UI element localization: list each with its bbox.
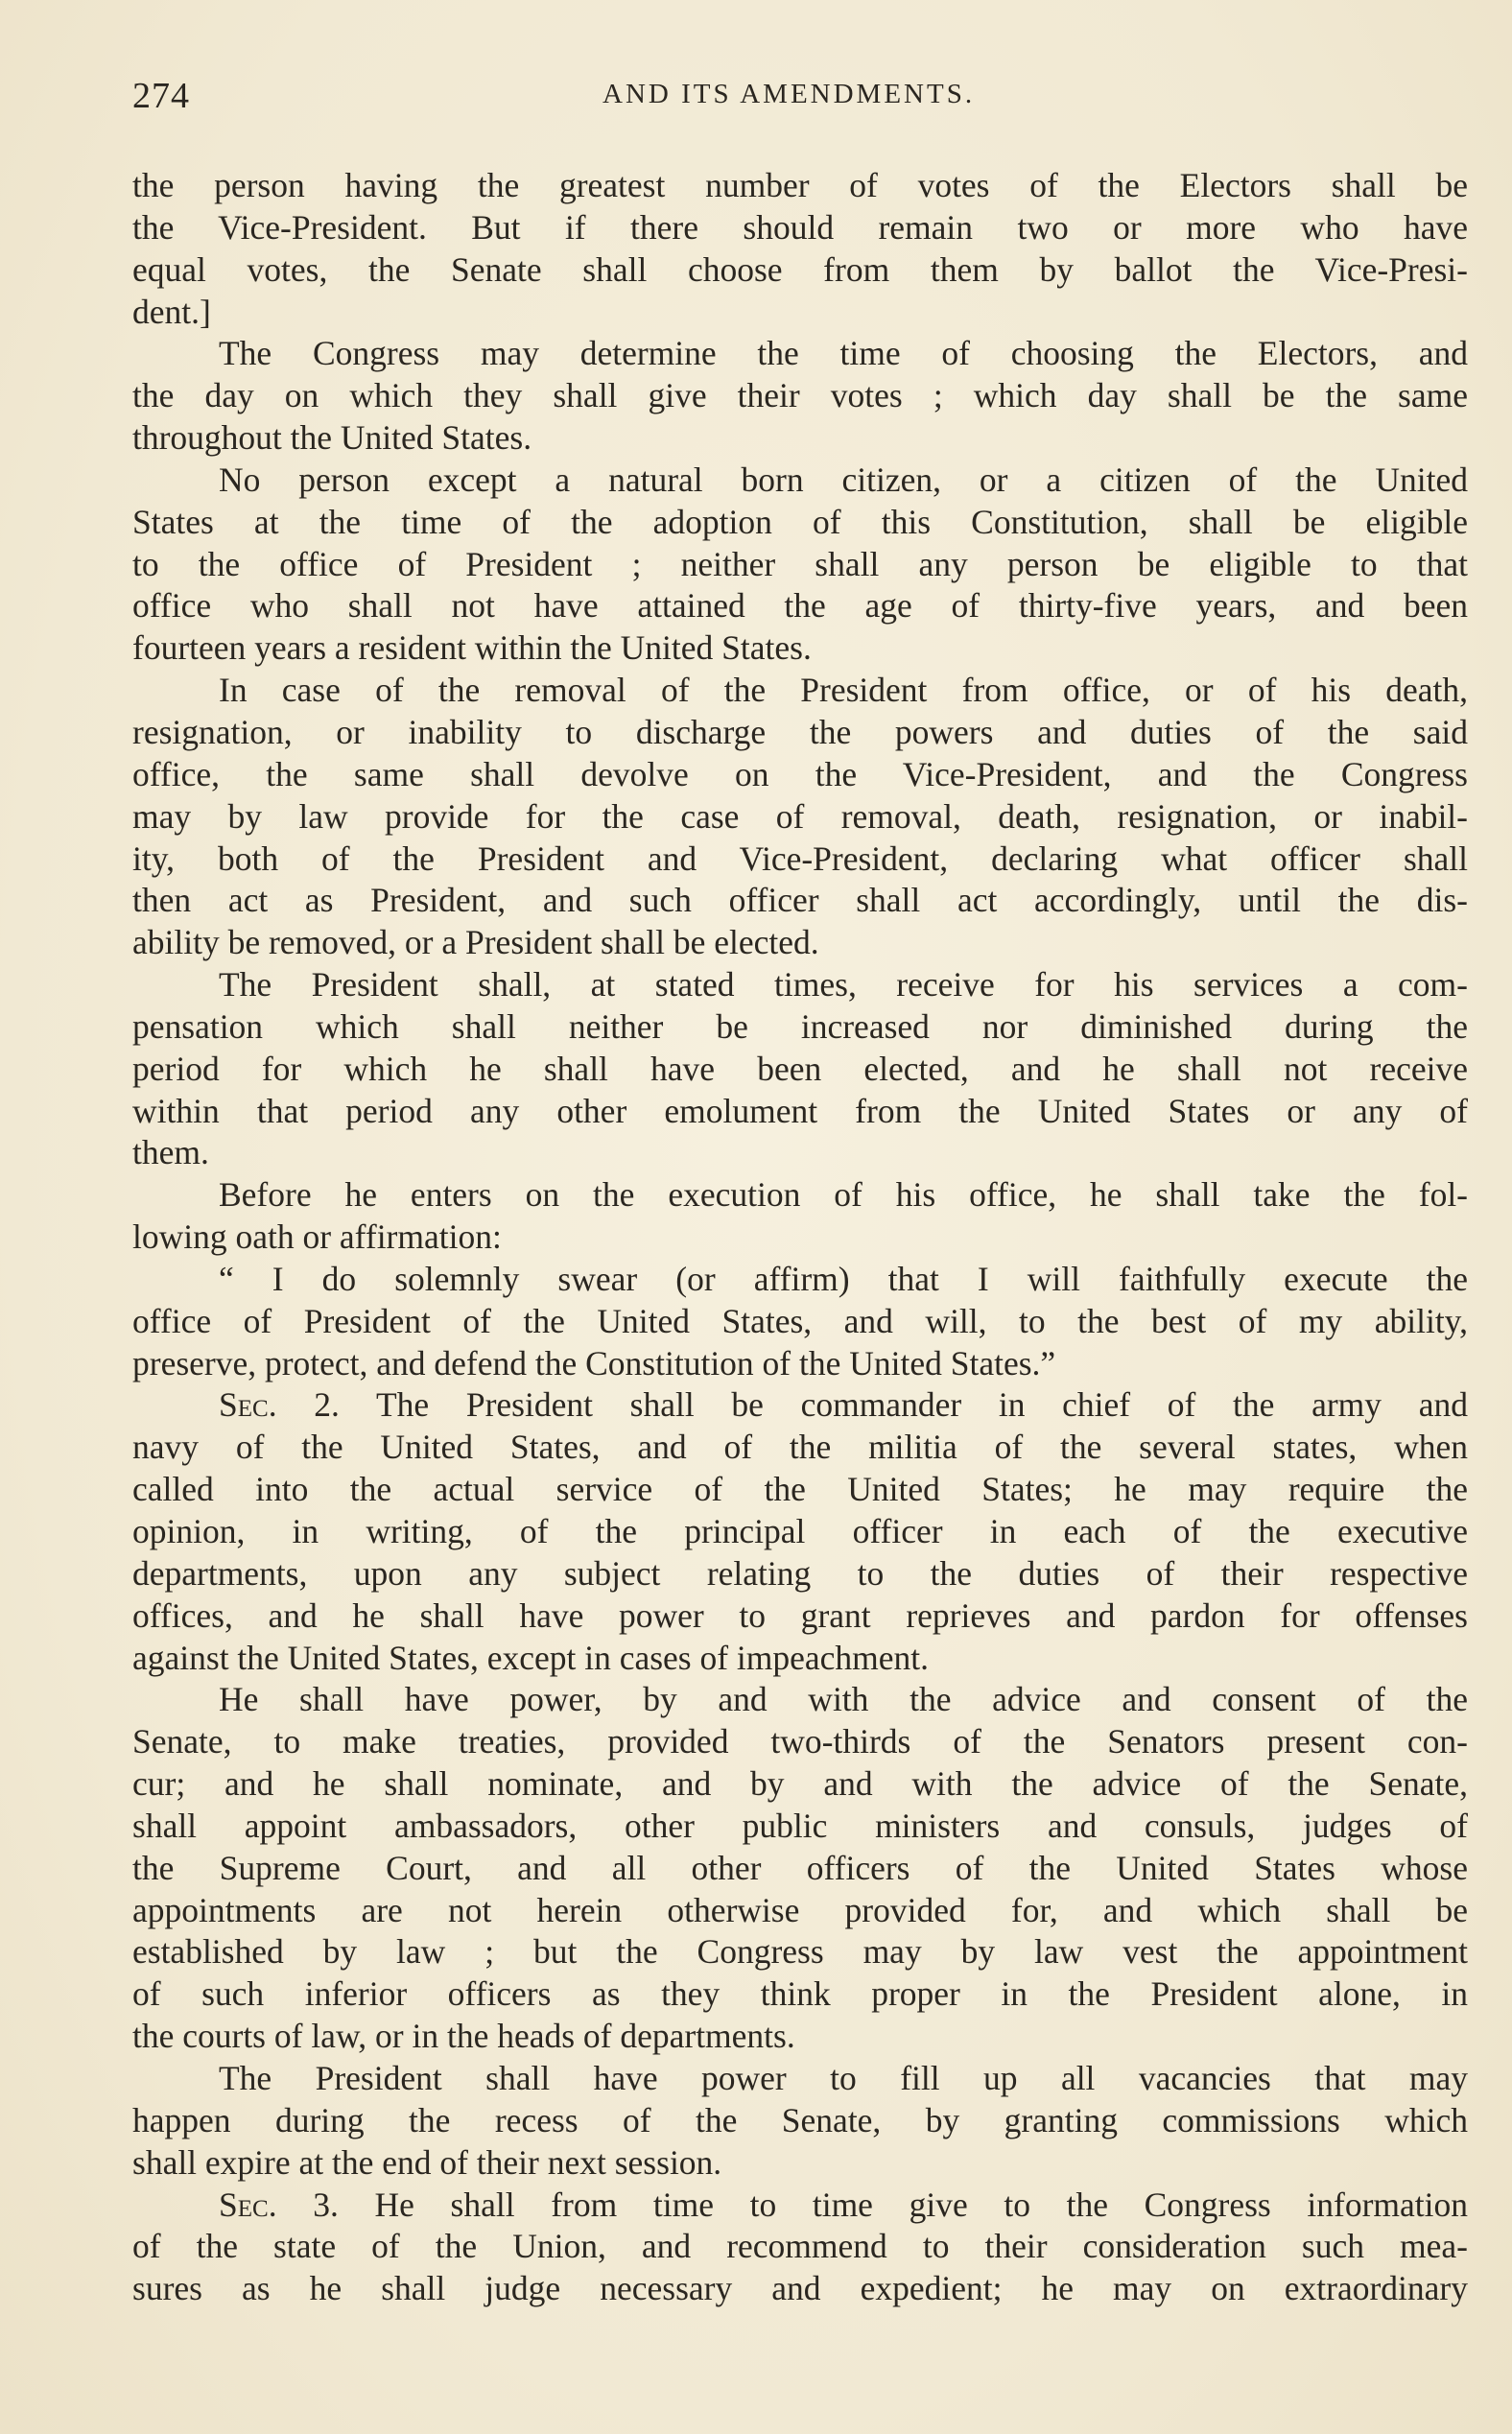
- text-line: States at the time of the adoption of this Constitution, shall be eligible: [132, 502, 1468, 541]
- text-line: No person except a natural born citizen, or a citizen of the United: [219, 460, 1468, 499]
- text-line: In case of the removal of the President from office, or of his death,: [219, 671, 1468, 710]
- text-line: the Supreme Court, and all other officers of the United States whose: [132, 1848, 1468, 1887]
- text-line: the day on which they shall give their votes ; which day shall be the same: [132, 376, 1468, 415]
- text-line: pensation which shall neither be increased nor diminished during the: [132, 1006, 1468, 1046]
- text-line: The President shall have power to fill up all vacancies that may: [219, 2058, 1468, 2097]
- text-line: opinion, in writing, of the principal officer in each of the executive: [132, 1512, 1468, 1550]
- text-line: happen during the recess of the Senate, by granting commissions which: [132, 2100, 1468, 2139]
- text-line: ability be removed, or a President shall be elected.: [132, 923, 819, 962]
- text-line: dent.]: [132, 292, 211, 331]
- text-line: then act as President, and such officer shall act accordingly, until the dis-: [132, 881, 1468, 920]
- text-line: offices, and he shall have power to grant reprieves and pardon for offenses: [132, 1595, 1468, 1635]
- text-line: navy of the United States, and of the militia of the several states, when: [132, 1428, 1468, 1467]
- text-line: Senate, to make treaties, provided two-thirds of the Senators present con-: [132, 1722, 1468, 1761]
- text-line: lowing oath or affirmation:: [132, 1217, 502, 1257]
- text-line: The Congress may determine the time of choosing the Electors, and: [219, 334, 1468, 373]
- text-line: office, the same shall devolve on the Vice-President, and the Congress: [132, 754, 1468, 793]
- text-line: office who shall not have attained the age of thirty-five years, and been: [132, 586, 1468, 626]
- text-line: shall appoint ambassadors, other public ministers and consuls, judges of: [132, 1806, 1468, 1845]
- text-line: the Vice-President. But if there should remain two or more who have: [132, 207, 1468, 247]
- text-line: appointments are not herein otherwise provided for, and which shall be: [132, 1890, 1468, 1929]
- text-line: “ I do solemnly swear (or affirm) that I will faithfully execute the: [219, 1259, 1468, 1298]
- text-line: resignation, or inability to discharge the powers and duties of the said: [132, 712, 1468, 751]
- running-head: AND ITS AMENDMENTS.: [602, 79, 976, 109]
- page-header: [132, 75, 1468, 123]
- text-line: shall expire at the end of their next session.: [132, 2142, 722, 2182]
- text-line: of such inferior officers as they think proper in the President alone, in: [132, 1974, 1468, 2014]
- text-line: against the United States, except in cases of impeachment.: [132, 1638, 930, 1677]
- text-line: the person having the greatest number of votes of the Electors shall be: [132, 166, 1468, 204]
- text-line: Before he enters on the execution of his office, he shall take the fol-: [219, 1175, 1468, 1215]
- text-line: Sec. 2. The President shall be commander in chief of the army and: [219, 1385, 1468, 1425]
- text-line: ity, both of the President and Vice-President, declaring what officer shall: [132, 839, 1468, 878]
- text-line: period for which he shall have been elected, and he shall not receive: [132, 1049, 1468, 1088]
- text-line: fourteen years a resident within the United States.: [132, 628, 812, 668]
- text-line: cur; and he shall nominate, and by and with the advice of the Senate,: [132, 1764, 1468, 1804]
- section-label: Sec.: [219, 2185, 277, 2224]
- text-line: may by law provide for the case of removal, death, resignation, or inabil-: [132, 796, 1468, 836]
- text-line: He shall have power, by and with the advice and consent of the: [219, 1680, 1468, 1719]
- text-line: called into the actual service of the United States; he may require the: [132, 1470, 1468, 1509]
- text-line: the courts of law, or in the heads of departments.: [132, 2017, 795, 2056]
- text-line: throughout the United States.: [132, 418, 532, 458]
- text-line: departments, upon any subject relating to the duties of their respective: [132, 1553, 1468, 1593]
- text-line: established by law ; but the Congress may by law vest the appointment: [132, 1932, 1468, 1972]
- text-line: The President shall, at stated times, receive for his services a com-: [219, 965, 1468, 1004]
- text-line: office of President of the United States, and will, to the best of my ability,: [132, 1301, 1468, 1340]
- text-line: preserve, protect, and defend the Constitution of the United States.”: [132, 1343, 1056, 1382]
- text-line: them.: [132, 1133, 209, 1172]
- text-line: to the office of President ; neither shall any person be eligible to that: [132, 544, 1468, 583]
- text-line: sures as he shall judge necessary and expedient; he may on extraordinary: [132, 2269, 1468, 2308]
- page-number: 274: [132, 76, 190, 116]
- text-line: within that period any other emolument from the United States or any of: [132, 1091, 1468, 1130]
- text-line: equal votes, the Senate shall choose from them by ballot the Vice-Presi-: [132, 249, 1468, 289]
- text-line: of the state of the Union, and recommend to their consideration such mea-: [132, 2227, 1468, 2266]
- body-text: [132, 165, 1468, 2310]
- section-label: Sec.: [219, 1385, 277, 1425]
- text-line: Sec. 3. He shall from time to time give to the Congress information: [219, 2185, 1468, 2224]
